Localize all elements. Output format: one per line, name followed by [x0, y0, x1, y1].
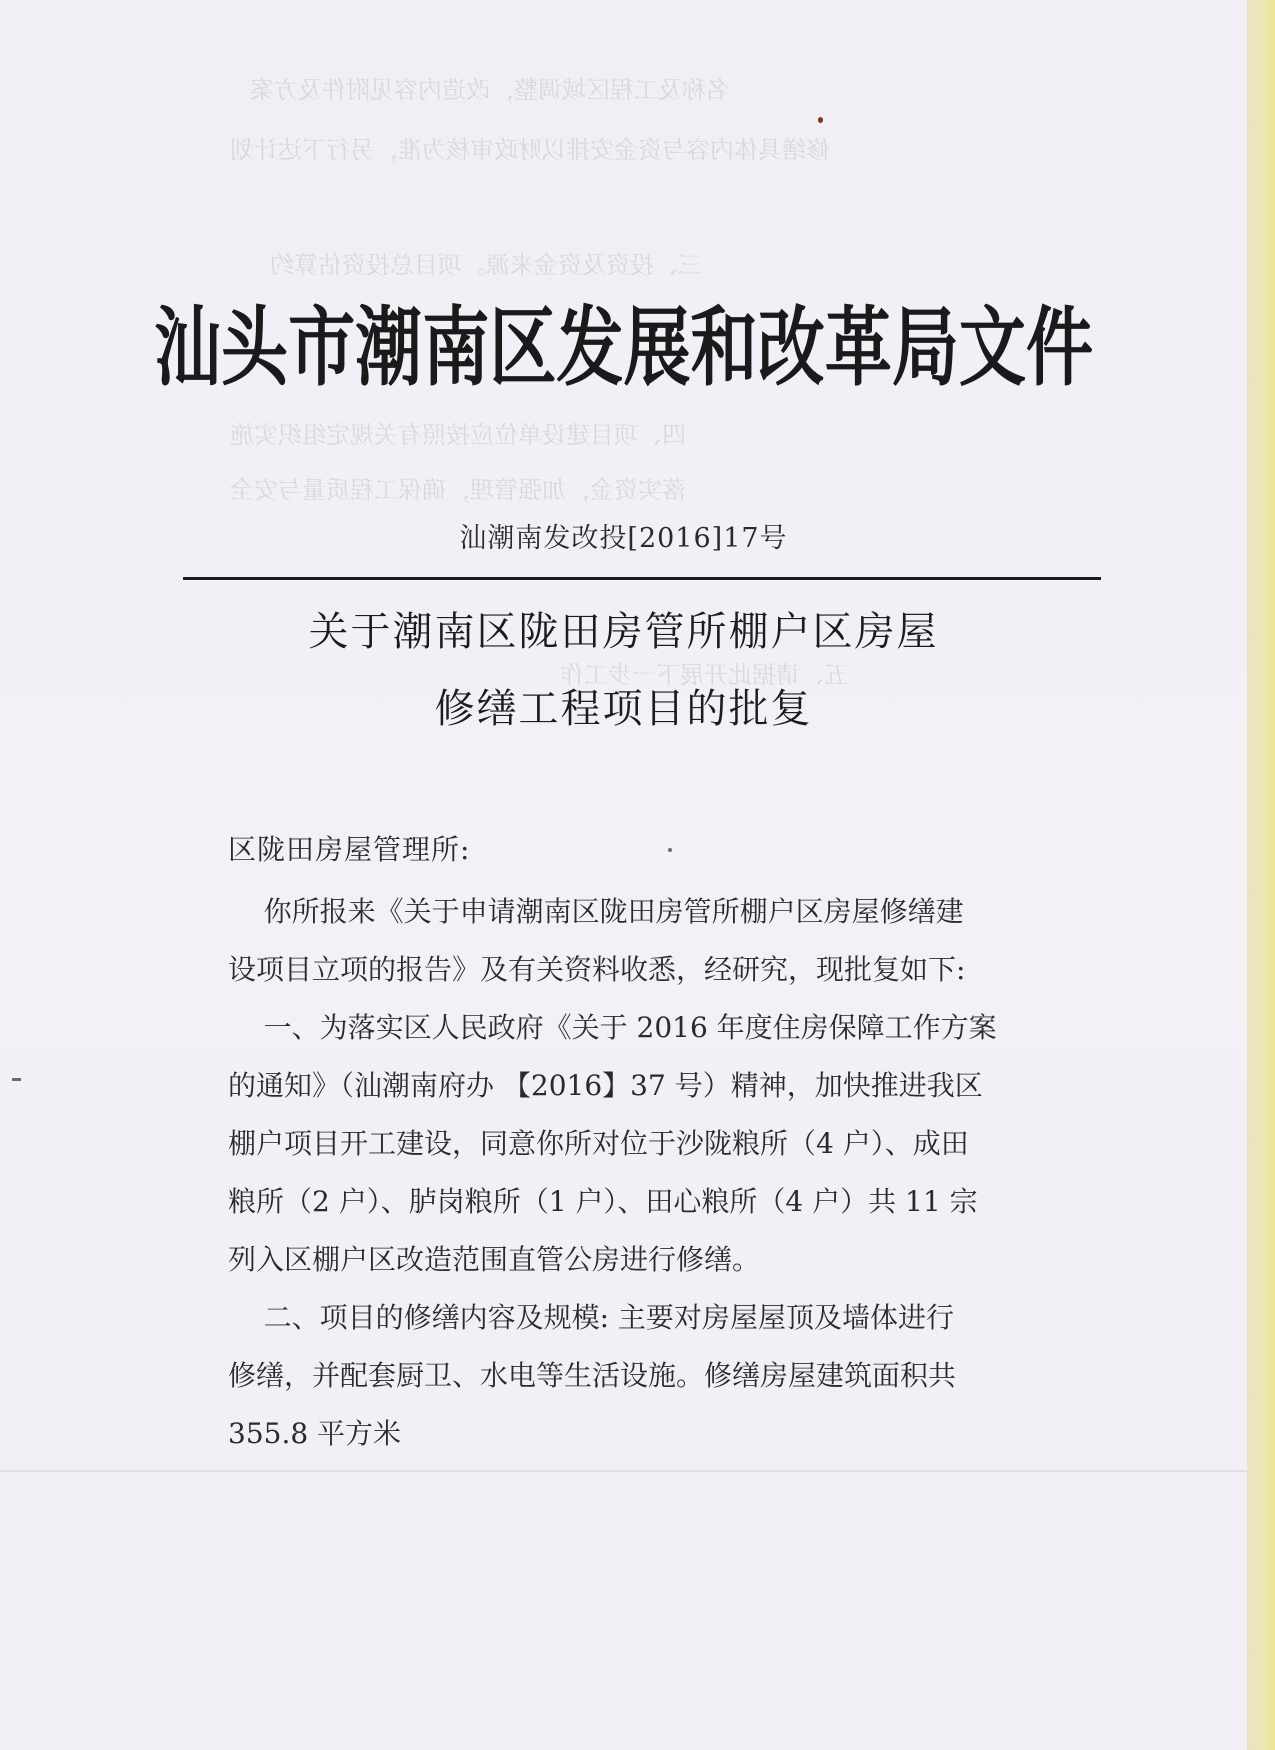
document-page: 名称及工程区域调整，改造内容见附件及方案 修缮具体内容与资金安排以财政审核为准，另行下达计划 三、投资及资金来源。项目总投资估算约 四、项目建设单位应按照有关规定组织实施 落实资金，加强管理，确保工程质量与安全 五、请据此开展下一步工作 汕头市潮南区发展和改革局文件 汕潮南发改投[2016]17号 关于潮南区陇田房管所棚户区房屋 修缮工程项目的批复 区陇田房屋管理所: 你所报来《关于申请潮南区陇田房管所棚户区房屋修缮建 设项目立项的报告》及有关资料收悉，经研究，现批复如下: 一、为落实区人民政府《关于 2016 年度住房保障工作方案 的通知》（汕潮南府办 【2016】37 号）精神，加快推进我区 棚户项目开工建设，同意你所对位于沙陇粮所（4 户）、成田 粮所（2 户）、胪岗粮所（1 户）、田心粮所（4 户）共 11 宗 列入区棚户区改造范围直管公房进行修缮。 二、项目的修缮内容及规模: 主要对房屋屋顶及墙体进行 修缮，并配套厨卫、水电等生活设施。修缮房屋建筑面积共 355.8 平方米: [0, 0, 1249, 1750]
body-line: 棚户项目开工建设，同意你所对位于沙陇粮所（4 户）、成田: [228, 1127, 969, 1160]
body-line: 355.8 平方米: [228, 1417, 402, 1450]
body-line: 二、项目的修缮内容及规模: 主要对房屋屋顶及墙体进行: [228, 1301, 954, 1334]
scan-mark: [668, 848, 672, 852]
body-line: 修缮，并配套厨卫、水电等生活设施。修缮房屋建筑面积共: [228, 1359, 957, 1392]
addressee: 区陇田房屋管理所:: [228, 833, 471, 866]
body-line: 设项目立项的报告》及有关资料收悉，经研究，现批复如下:: [228, 953, 966, 986]
body-line: 你所报来《关于申请潮南区陇田房管所棚户区房屋修缮建: [228, 895, 964, 928]
document-number: 汕潮南发改投[2016]17号: [459, 523, 788, 554]
scanner-edge: [1247, 0, 1275, 1750]
subject-line-1: 关于潮南区陇田房管所棚户区房屋: [308, 609, 939, 655]
fold-line: [0, 1470, 1247, 1472]
body-line: 一、为落实区人民政府《关于 2016 年度住房保障工作方案: [228, 1011, 997, 1044]
body-line: 列入区棚户区改造范围直管公房进行修缮。: [228, 1243, 761, 1276]
issuing-authority-title: 汕头市潮南区发展和改革局文件: [153, 298, 1094, 398]
body-line: 的通知》（汕潮南府办 【2016】37 号）精神，加快推进我区: [228, 1069, 983, 1102]
scan-mark: [12, 1078, 21, 1081]
body-line: 粮所（2 户）、胪岗粮所（1 户）、田心粮所（4 户）共 11 宗: [228, 1185, 978, 1218]
header-divider: [183, 577, 1101, 580]
ink-dot: [818, 117, 823, 123]
subject-line-2: 修缮工程项目的批复: [434, 686, 813, 732]
